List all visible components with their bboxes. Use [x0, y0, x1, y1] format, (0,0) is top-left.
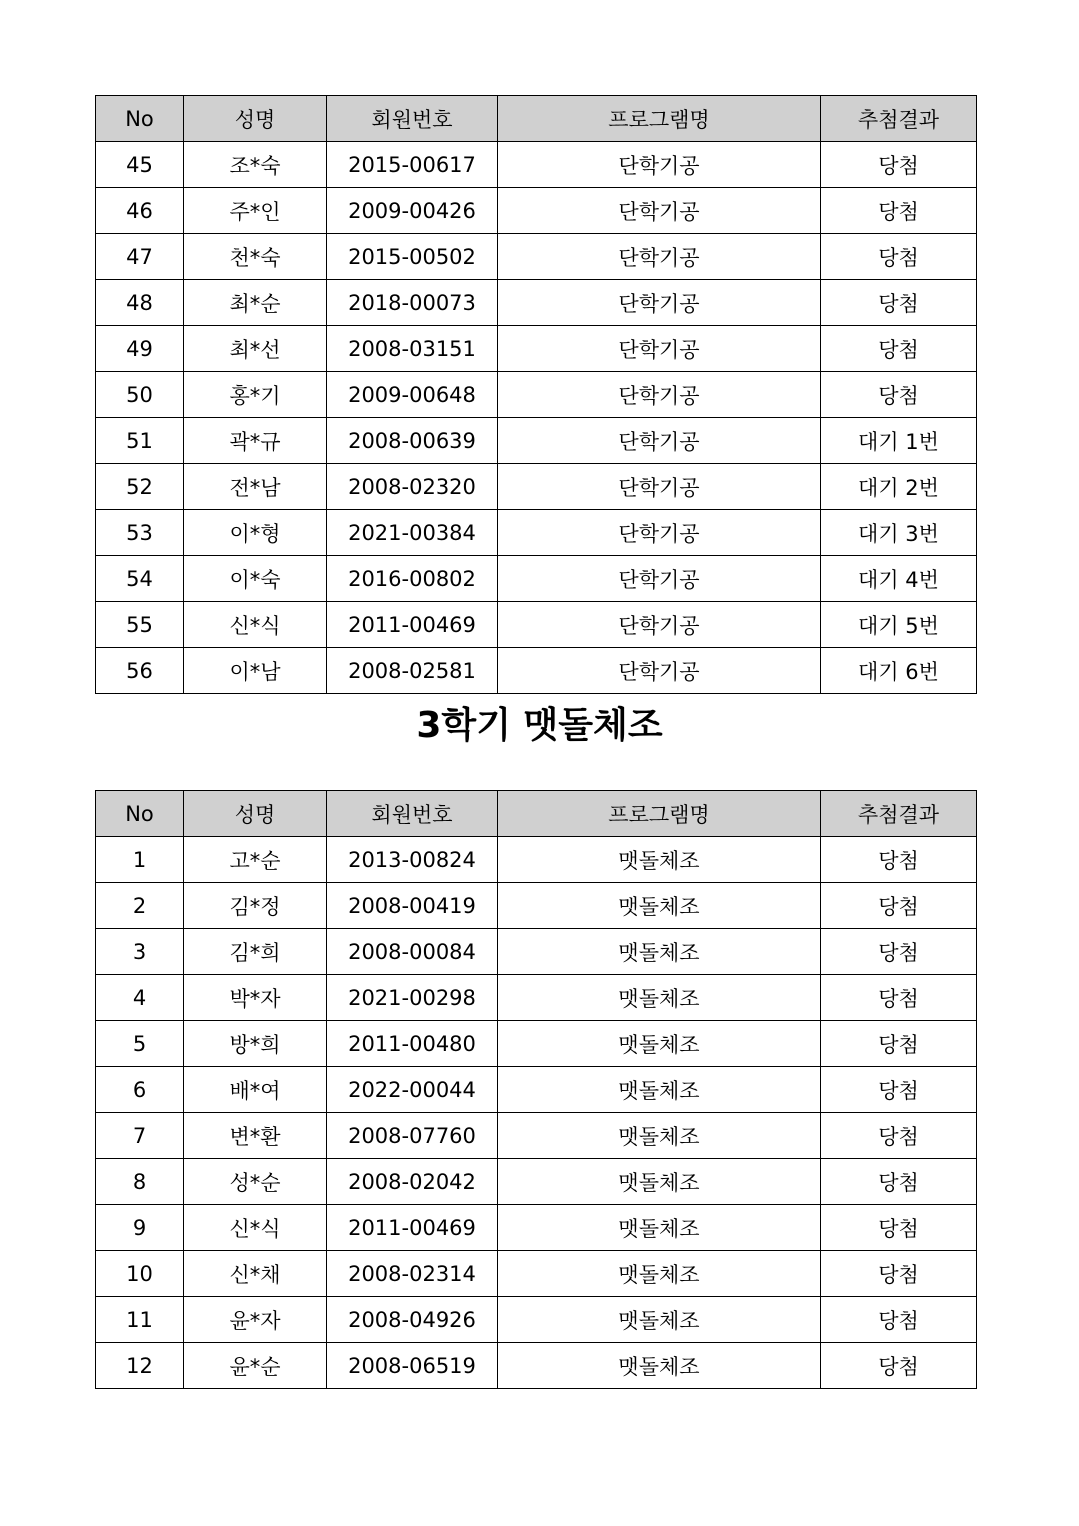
column-header-no: No — [96, 791, 184, 837]
cell-member-number: 2008-07760 — [327, 1113, 498, 1159]
cell-member-number: 2021-00298 — [327, 975, 498, 1021]
cell-no: 49 — [96, 326, 184, 372]
cell-member-number: 2008-02314 — [327, 1251, 498, 1297]
cell-name: 방*희 — [184, 1021, 327, 1067]
cell-name: 전*남 — [184, 464, 327, 510]
cell-name: 이*형 — [184, 510, 327, 556]
cell-program: 단학기공 — [498, 234, 821, 280]
cell-member-number: 2008-00084 — [327, 929, 498, 975]
cell-name: 최*선 — [184, 326, 327, 372]
table-body — [96, 142, 977, 694]
cell-no: 3 — [96, 929, 184, 975]
cell-result: 당첨 — [821, 372, 977, 418]
cell-name: 배*여 — [184, 1067, 327, 1113]
cell-no: 54 — [96, 556, 184, 602]
cell-program: 맷돌체조 — [498, 1343, 821, 1389]
cell-result: 당첨 — [821, 1113, 977, 1159]
table-row — [96, 510, 977, 556]
table-row — [96, 602, 977, 648]
cell-member-number: 2015-00502 — [327, 234, 498, 280]
table-body — [96, 837, 977, 1389]
cell-member-number: 2016-00802 — [327, 556, 498, 602]
cell-name: 홍*기 — [184, 372, 327, 418]
cell-program: 단학기공 — [498, 602, 821, 648]
cell-result: 당첨 — [821, 975, 977, 1021]
table-row — [96, 1159, 977, 1205]
cell-member-number: 2008-00639 — [327, 418, 498, 464]
cell-result: 당첨 — [821, 1159, 977, 1205]
cell-no: 9 — [96, 1205, 184, 1251]
table-row — [96, 929, 977, 975]
cell-member-number: 2011-00469 — [327, 1205, 498, 1251]
cell-no: 6 — [96, 1067, 184, 1113]
table-row — [96, 1205, 977, 1251]
cell-member-number: 2022-00044 — [327, 1067, 498, 1113]
table-row — [96, 418, 977, 464]
cell-name: 이*남 — [184, 648, 327, 694]
lottery-table-maetdol — [95, 790, 977, 1389]
column-header-no: No — [96, 96, 184, 142]
cell-result: 당첨 — [821, 1297, 977, 1343]
table-row — [96, 280, 977, 326]
cell-program: 단학기공 — [498, 142, 821, 188]
cell-program: 맷돌체조 — [498, 1113, 821, 1159]
table-header-row — [96, 96, 977, 142]
cell-member-number: 2008-04926 — [327, 1297, 498, 1343]
cell-no: 10 — [96, 1251, 184, 1297]
cell-no: 5 — [96, 1021, 184, 1067]
cell-result: 당첨 — [821, 883, 977, 929]
cell-program: 단학기공 — [498, 188, 821, 234]
cell-program: 맷돌체조 — [498, 1251, 821, 1297]
cell-member-number: 2008-02320 — [327, 464, 498, 510]
table-row — [96, 1021, 977, 1067]
cell-result: 당첨 — [821, 326, 977, 372]
cell-no: 56 — [96, 648, 184, 694]
cell-member-number: 2011-00480 — [327, 1021, 498, 1067]
table-row — [96, 234, 977, 280]
cell-program: 단학기공 — [498, 372, 821, 418]
cell-no: 45 — [96, 142, 184, 188]
cell-name: 윤*자 — [184, 1297, 327, 1343]
cell-name: 변*환 — [184, 1113, 327, 1159]
cell-member-number: 2008-02042 — [327, 1159, 498, 1205]
table-row — [96, 1251, 977, 1297]
cell-member-number: 2008-00419 — [327, 883, 498, 929]
cell-program: 맷돌체조 — [498, 975, 821, 1021]
cell-no: 1 — [96, 837, 184, 883]
cell-program: 맷돌체조 — [498, 837, 821, 883]
cell-no: 50 — [96, 372, 184, 418]
cell-result: 대기 2번 — [821, 464, 977, 510]
table-row — [96, 648, 977, 694]
cell-member-number: 2008-02581 — [327, 648, 498, 694]
cell-result: 대기 4번 — [821, 556, 977, 602]
cell-member-number: 2015-00617 — [327, 142, 498, 188]
cell-program: 맷돌체조 — [498, 929, 821, 975]
cell-result: 당첨 — [821, 1343, 977, 1389]
cell-name: 김*정 — [184, 883, 327, 929]
cell-program: 맷돌체조 — [498, 1205, 821, 1251]
table-row — [96, 1297, 977, 1343]
cell-program: 단학기공 — [498, 510, 821, 556]
cell-name: 이*숙 — [184, 556, 327, 602]
cell-no: 48 — [96, 280, 184, 326]
cell-result: 대기 3번 — [821, 510, 977, 556]
cell-result: 당첨 — [821, 1021, 977, 1067]
table-row — [96, 837, 977, 883]
cell-result: 당첨 — [821, 1067, 977, 1113]
column-header-member-number: 회원번호 — [327, 96, 498, 142]
column-header-program: 프로그램명 — [498, 791, 821, 837]
cell-name: 조*숙 — [184, 142, 327, 188]
cell-member-number: 2008-06519 — [327, 1343, 498, 1389]
table-row — [96, 883, 977, 929]
table-row — [96, 372, 977, 418]
cell-no: 47 — [96, 234, 184, 280]
cell-result: 당첨 — [821, 234, 977, 280]
cell-program: 맷돌체조 — [498, 1159, 821, 1205]
cell-program: 단학기공 — [498, 418, 821, 464]
cell-result: 당첨 — [821, 142, 977, 188]
cell-program: 단학기공 — [498, 648, 821, 694]
cell-result: 당첨 — [821, 929, 977, 975]
lottery-table-danhak — [95, 95, 977, 694]
cell-name: 천*숙 — [184, 234, 327, 280]
table-row — [96, 188, 977, 234]
cell-member-number: 2011-00469 — [327, 602, 498, 648]
cell-result: 대기 6번 — [821, 648, 977, 694]
table-row — [96, 326, 977, 372]
cell-name: 곽*규 — [184, 418, 327, 464]
cell-result: 대기 1번 — [821, 418, 977, 464]
cell-name: 신*식 — [184, 1205, 327, 1251]
table-row — [96, 975, 977, 1021]
column-header-program: 프로그램명 — [498, 96, 821, 142]
cell-name: 윤*순 — [184, 1343, 327, 1389]
cell-name: 최*순 — [184, 280, 327, 326]
table-header-row — [96, 791, 977, 837]
cell-no: 53 — [96, 510, 184, 556]
cell-program: 맷돌체조 — [498, 1297, 821, 1343]
cell-no: 46 — [96, 188, 184, 234]
cell-no: 7 — [96, 1113, 184, 1159]
table-row — [96, 556, 977, 602]
table-row — [96, 142, 977, 188]
cell-member-number: 2009-00648 — [327, 372, 498, 418]
cell-no: 8 — [96, 1159, 184, 1205]
cell-no: 12 — [96, 1343, 184, 1389]
cell-result: 당첨 — [821, 188, 977, 234]
cell-program: 단학기공 — [498, 326, 821, 372]
cell-member-number: 2021-00384 — [327, 510, 498, 556]
cell-member-number: 2018-00073 — [327, 280, 498, 326]
cell-no: 55 — [96, 602, 184, 648]
cell-program: 맷돌체조 — [498, 1067, 821, 1113]
column-header-name: 성명 — [184, 96, 327, 142]
cell-name: 성*순 — [184, 1159, 327, 1205]
table-row — [96, 1343, 977, 1389]
cell-member-number: 2008-03151 — [327, 326, 498, 372]
cell-result: 대기 5번 — [821, 602, 977, 648]
column-header-name: 성명 — [184, 791, 327, 837]
cell-name: 신*식 — [184, 602, 327, 648]
cell-no: 2 — [96, 883, 184, 929]
cell-result: 당첨 — [821, 837, 977, 883]
column-header-result: 추첨결과 — [821, 791, 977, 837]
cell-result: 당첨 — [821, 1251, 977, 1297]
section-title: 3학기 맷돌체조 — [416, 705, 663, 746]
cell-program: 단학기공 — [498, 280, 821, 326]
table-row — [96, 464, 977, 510]
cell-name: 고*순 — [184, 837, 327, 883]
cell-program: 단학기공 — [498, 556, 821, 602]
cell-name: 김*희 — [184, 929, 327, 975]
cell-result: 당첨 — [821, 280, 977, 326]
cell-no: 4 — [96, 975, 184, 1021]
cell-result: 당첨 — [821, 1205, 977, 1251]
cell-program: 맷돌체조 — [498, 1021, 821, 1067]
table-row — [96, 1113, 977, 1159]
cell-program: 맷돌체조 — [498, 883, 821, 929]
table-row — [96, 1067, 977, 1113]
column-header-result: 추첨결과 — [821, 96, 977, 142]
cell-name: 박*자 — [184, 975, 327, 1021]
cell-member-number: 2009-00426 — [327, 188, 498, 234]
cell-program: 단학기공 — [498, 464, 821, 510]
cell-name: 주*인 — [184, 188, 327, 234]
cell-no: 52 — [96, 464, 184, 510]
column-header-member-number: 회원번호 — [327, 791, 498, 837]
cell-name: 신*채 — [184, 1251, 327, 1297]
cell-no: 11 — [96, 1297, 184, 1343]
cell-no: 51 — [96, 418, 184, 464]
cell-member-number: 2013-00824 — [327, 837, 498, 883]
